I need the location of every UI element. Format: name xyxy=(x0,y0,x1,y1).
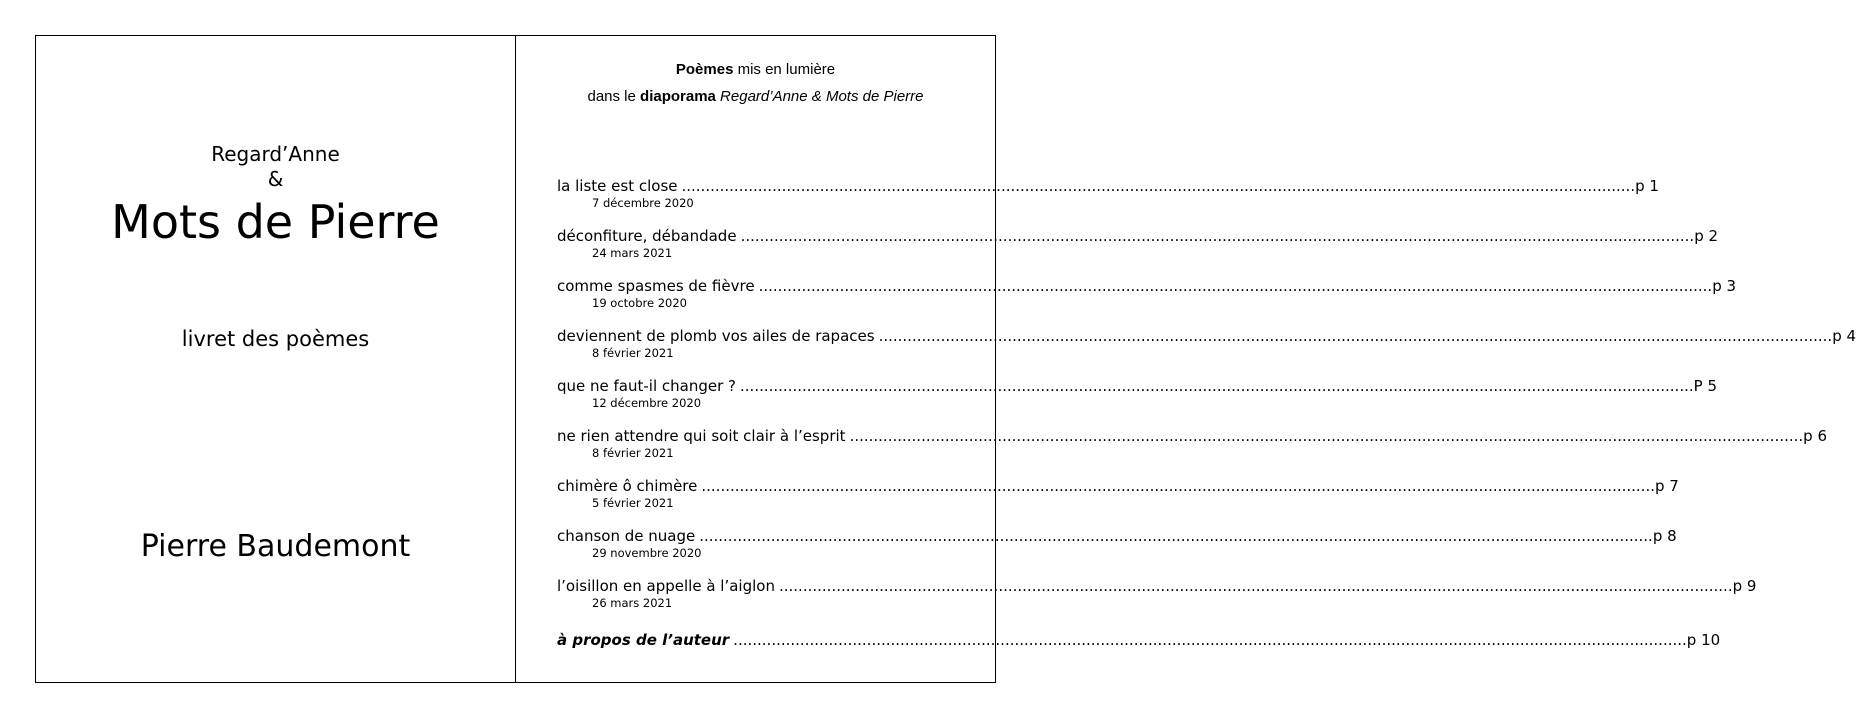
author-name: Pierre Baudemont xyxy=(140,529,411,564)
toc-date: 24 mars 2021 xyxy=(592,246,673,260)
toc-page: p 2 xyxy=(1694,227,1719,245)
leader-dots: ........................................................................................................................................................................................................ xyxy=(699,527,1653,545)
toc-title: à propos de l’auteur xyxy=(557,631,730,649)
table-of-contents xyxy=(557,176,1856,680)
toc-date: 8 février 2021 xyxy=(592,446,674,460)
toc-entry[interactable] xyxy=(557,326,1856,376)
toc-page: p 7 xyxy=(1655,477,1679,495)
toc-page: p 6 xyxy=(1803,427,1828,445)
ampersand: & xyxy=(267,167,284,191)
toc-date: 26 mars 2021 xyxy=(592,596,673,610)
toc-title: la liste est close xyxy=(557,177,678,195)
leader-dots: ........................................................................................................................................................................................................ xyxy=(681,177,1636,195)
toc-entry[interactable] xyxy=(557,576,1757,626)
leader-dots: ........................................................................................................................................................................................................ xyxy=(849,427,1804,445)
toc-title: chanson de nuage xyxy=(557,527,696,545)
toc-title: déconfiture, débandade xyxy=(557,227,737,245)
header-prefix: dans le xyxy=(587,88,641,105)
leader-dots: ........................................................................................................................................................................................................ xyxy=(878,327,1833,345)
toc-title: deviennent de plomb vos ailes de rapaces xyxy=(557,327,875,345)
toc-page: p 1 xyxy=(1635,177,1659,195)
book-subtitle: livret des poèmes xyxy=(181,327,370,351)
header-bold-word: Poèmes xyxy=(675,61,734,78)
leader-dots: ........................................................................................................................................................................................................ xyxy=(740,227,1695,245)
toc-entry[interactable] xyxy=(557,476,1679,526)
toc-page: p 8 xyxy=(1652,527,1677,545)
toc-date: 19 octobre 2020 xyxy=(592,296,687,310)
toc-entry[interactable] xyxy=(557,526,1677,576)
toc-entry[interactable] xyxy=(557,426,1828,476)
toc-date: 12 décembre 2020 xyxy=(592,396,702,410)
toc-header-line2 xyxy=(516,87,995,107)
leader-dots: ........................................................................................................................................................................................................ xyxy=(758,277,1713,295)
header-bold-word: diaporama xyxy=(640,88,716,105)
toc-title: que ne faut-il changer ? xyxy=(557,377,737,395)
toc-date: 7 décembre 2020 xyxy=(592,196,694,210)
toc-entry[interactable] xyxy=(557,276,1737,326)
header-italic: Regard’Anne & Mots de Pierre xyxy=(715,88,924,105)
toc-title: chimère ô chimère xyxy=(557,477,698,495)
toc-title: l’oisillon en appelle à l’aiglon xyxy=(557,577,775,595)
toc-panel xyxy=(516,36,1856,682)
toc-date: 29 novembre 2020 xyxy=(592,546,702,560)
leader-dots: ........................................................................................................................................................................................................ xyxy=(740,377,1694,395)
toc-date: 8 février 2021 xyxy=(592,346,674,360)
toc-page: p 10 xyxy=(1686,631,1721,649)
book-title: Mots de Pierre xyxy=(111,195,440,249)
toc-entry[interactable] xyxy=(557,226,1719,276)
toc-page: p 9 xyxy=(1732,577,1757,595)
header-rest: mis en lumière xyxy=(733,61,836,78)
toc-entry[interactable] xyxy=(557,376,1717,426)
toc-title: comme spasmes de fièvre xyxy=(557,277,755,295)
toc-entry[interactable] xyxy=(557,176,1659,226)
leader-dots: ........................................................................................................................................................................................................ xyxy=(701,477,1655,495)
cover-panel xyxy=(36,36,515,682)
leader-dots: ........................................................................................................................................................................................................ xyxy=(778,577,1733,595)
toc-entry-about[interactable] xyxy=(557,630,1721,680)
toc-page: p 4 xyxy=(1832,327,1856,345)
toc-header-line1 xyxy=(516,60,995,80)
toc-date: 5 février 2021 xyxy=(592,496,674,510)
series-name: Regard’Anne xyxy=(211,142,340,166)
toc-page: p 3 xyxy=(1712,277,1737,295)
toc-page: P 5 xyxy=(1693,377,1717,395)
leader-dots: ........................................................................................................................................................................................................ xyxy=(733,631,1687,649)
toc-title: ne rien attendre qui soit clair à l’esprit xyxy=(557,427,846,445)
